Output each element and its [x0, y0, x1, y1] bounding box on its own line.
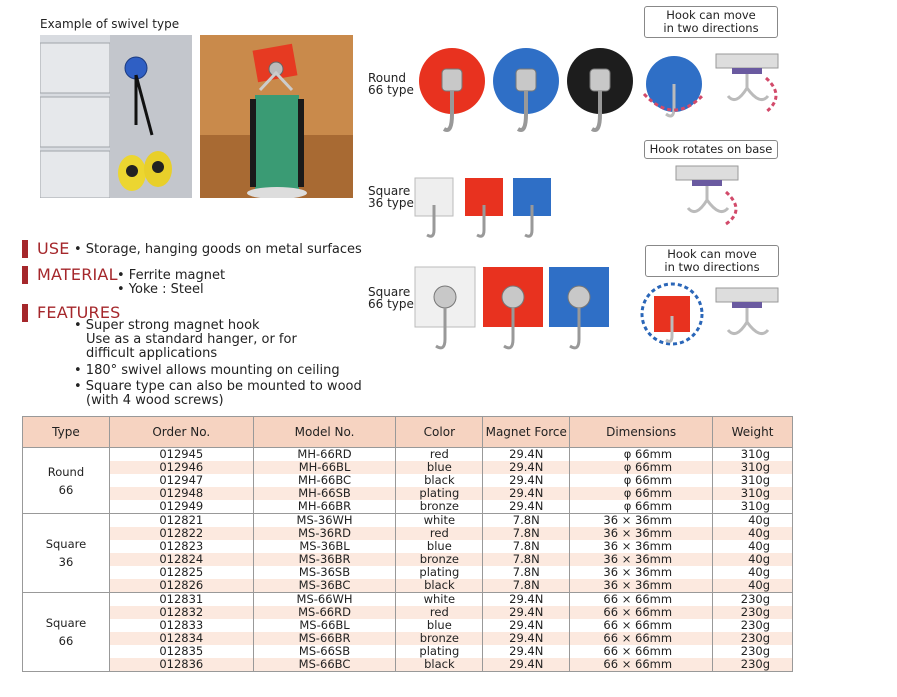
- round-black-magnet: [567, 48, 633, 130]
- color-cell: white: [396, 514, 483, 528]
- magnet-force-cell: 7.8N: [483, 566, 570, 579]
- features-line-2: Use as a standard hanger, or for: [86, 332, 297, 347]
- model-no-cell: MS-66BL: [253, 619, 396, 632]
- table-row: [23, 553, 793, 566]
- magnet-force-cell: 29.4N: [483, 474, 570, 487]
- weight-cell: 310g: [713, 448, 793, 462]
- model-no-cell: MS-36SB: [253, 566, 396, 579]
- table-row: [23, 645, 793, 658]
- table-row: [23, 527, 793, 540]
- magnet-force-cell: 7.8N: [483, 514, 570, 528]
- color-cell: red: [396, 606, 483, 619]
- order-no-cell: 012949: [109, 500, 253, 514]
- magnet-force-cell: 7.8N: [483, 527, 570, 540]
- model-no-cell: MS-66WH: [253, 593, 396, 607]
- col-order-no: Order No.: [109, 417, 253, 448]
- color-cell: plating: [396, 645, 483, 658]
- table-row: [23, 593, 793, 607]
- color-cell: blue: [396, 461, 483, 474]
- color-cell: black: [396, 579, 483, 593]
- col-magnet-force: Magnet Force: [483, 417, 570, 448]
- dimensions-cell: 36 × 36mm: [570, 540, 713, 553]
- model-no-cell: MS-36BL: [253, 540, 396, 553]
- order-no-cell: 012945: [109, 448, 253, 462]
- drawer-photo: [40, 35, 192, 198]
- weight-cell: 40g: [713, 566, 793, 579]
- magnet-force-cell: 29.4N: [483, 487, 570, 500]
- color-cell: bronze: [396, 553, 483, 566]
- model-no-cell: MS-66BC: [253, 658, 396, 672]
- note-move-two-directions-2: Hook can move in two directions: [645, 245, 779, 277]
- col-model-no: Model No.: [253, 417, 396, 448]
- lantern-photo: [200, 35, 353, 198]
- weight-cell: 310g: [713, 500, 793, 514]
- table-header-row: [23, 417, 793, 448]
- weight-cell: 40g: [713, 540, 793, 553]
- color-cell: blue: [396, 540, 483, 553]
- round-red-magnet: [419, 48, 485, 130]
- magnet-force-cell: 29.4N: [483, 645, 570, 658]
- features-line-4: • 180° swivel allows mounting on ceiling: [74, 363, 340, 378]
- magnet-force-cell: 7.8N: [483, 553, 570, 566]
- square-36-blue-magnet: [513, 178, 551, 236]
- type-cell: [23, 593, 110, 672]
- magnet-force-cell: 29.4N: [483, 461, 570, 474]
- table-row: [23, 619, 793, 632]
- order-no-cell: 012948: [109, 487, 253, 500]
- magnet-force-cell: 7.8N: [483, 579, 570, 593]
- dimensions-cell: φ 66mm: [570, 461, 713, 474]
- color-cell: blue: [396, 619, 483, 632]
- magnet-force-cell: 29.4N: [483, 500, 570, 514]
- type-cell-line: 36: [58, 555, 74, 569]
- model-no-cell: MS-66SB: [253, 645, 396, 658]
- table-row: [23, 579, 793, 593]
- features-marker: [22, 304, 28, 322]
- order-no-cell: 012835: [109, 645, 253, 658]
- magnet-force-cell: 29.4N: [483, 632, 570, 645]
- model-no-cell: MS-36BC: [253, 579, 396, 593]
- square-36-white-magnet: [415, 178, 453, 236]
- dimensions-cell: 66 × 66mm: [570, 658, 713, 672]
- round-66-label: Round 66 type: [368, 71, 414, 97]
- spec-table: [22, 416, 793, 672]
- magnet-force-cell: 29.4N: [483, 448, 570, 462]
- square-hook-movement-diagram: [632, 282, 792, 350]
- magnet-force-cell: 29.4N: [483, 593, 570, 607]
- features-title: FEATURES: [37, 303, 121, 322]
- dimensions-cell: 66 × 66mm: [570, 606, 713, 619]
- table-row: [23, 461, 793, 474]
- photo-caption: Example of swivel type: [40, 17, 180, 31]
- lantern-illustration: [200, 35, 353, 198]
- model-no-cell: MH-66BR: [253, 500, 396, 514]
- color-cell: red: [396, 527, 483, 540]
- features-line-3: difficult applications: [86, 346, 218, 361]
- color-cell: plating: [396, 566, 483, 579]
- order-no-cell: 012822: [109, 527, 253, 540]
- model-no-cell: MS-66BR: [253, 632, 396, 645]
- color-cell: red: [396, 448, 483, 462]
- square-66-blue-magnet: [549, 267, 609, 348]
- drawer-illustration: [40, 35, 192, 198]
- dimensions-cell: 66 × 66mm: [570, 645, 713, 658]
- weight-cell: 310g: [713, 487, 793, 500]
- order-no-cell: 012832: [109, 606, 253, 619]
- color-cell: bronze: [396, 500, 483, 514]
- weight-cell: 230g: [713, 632, 793, 645]
- model-no-cell: MS-36WH: [253, 514, 396, 528]
- type-cell-line: Square: [45, 537, 87, 551]
- order-no-cell: 012834: [109, 632, 253, 645]
- dimensions-cell: φ 66mm: [570, 487, 713, 500]
- features-line-5: • Square type can also be mounted to wood: [74, 379, 362, 394]
- table-row: [23, 487, 793, 500]
- use-marker: [22, 240, 28, 258]
- model-no-cell: MH-66BL: [253, 461, 396, 474]
- weight-cell: 230g: [713, 606, 793, 619]
- weight-cell: 40g: [713, 553, 793, 566]
- color-cell: black: [396, 474, 483, 487]
- type-cell: [23, 514, 110, 593]
- square-66-label: Square 66 type: [368, 285, 414, 311]
- dimensions-cell: 66 × 66mm: [570, 632, 713, 645]
- dimensions-cell: 36 × 36mm: [570, 527, 713, 540]
- use-title: USE: [37, 239, 70, 258]
- order-no-cell: 012946: [109, 461, 253, 474]
- table-row: [23, 514, 793, 528]
- type-cell-line: Square: [45, 616, 87, 630]
- square-66-white-magnet: [415, 267, 475, 348]
- model-no-cell: MH-66SB: [253, 487, 396, 500]
- weight-cell: 230g: [713, 658, 793, 672]
- dimensions-cell: 36 × 36mm: [570, 514, 713, 528]
- weight-cell: 40g: [713, 579, 793, 593]
- table-row: [23, 448, 793, 462]
- round-blue-magnet: [493, 48, 559, 130]
- table-row: [23, 540, 793, 553]
- table-row: [23, 632, 793, 645]
- order-no-cell: 012826: [109, 579, 253, 593]
- dimensions-cell: 66 × 66mm: [570, 593, 713, 607]
- col-dimensions: Dimensions: [570, 417, 713, 448]
- type-cell: [23, 448, 110, 514]
- weight-cell: 40g: [713, 514, 793, 528]
- color-cell: plating: [396, 487, 483, 500]
- dimensions-cell: 36 × 36mm: [570, 566, 713, 579]
- square-36-red-magnet: [465, 178, 503, 236]
- weight-cell: 230g: [713, 645, 793, 658]
- dimensions-cell: 66 × 66mm: [570, 619, 713, 632]
- table-row: [23, 566, 793, 579]
- model-no-cell: MS-36BR: [253, 553, 396, 566]
- note-rotates-on-base: Hook rotates on base: [644, 140, 778, 159]
- type-cell-line: Round: [47, 464, 85, 479]
- round-magnets-image: [410, 44, 640, 144]
- color-cell: bronze: [396, 632, 483, 645]
- material-marker: [22, 266, 28, 284]
- order-no-cell: 012821: [109, 514, 253, 528]
- model-no-cell: MH-66BC: [253, 474, 396, 487]
- model-no-cell: MH-66RD: [253, 448, 396, 462]
- order-no-cell: 012824: [109, 553, 253, 566]
- square-36-label: Square 36 type: [368, 184, 414, 210]
- square-66-magnets-image: [412, 264, 612, 354]
- color-cell: white: [396, 593, 483, 607]
- material-title: MATERIAL: [37, 265, 118, 284]
- order-no-cell: 012836: [109, 658, 253, 672]
- dimensions-cell: φ 66mm: [570, 448, 713, 462]
- weight-cell: 310g: [713, 474, 793, 487]
- type-cell-line: 66: [58, 482, 74, 497]
- order-no-cell: 012831: [109, 593, 253, 607]
- order-no-cell: 012947: [109, 474, 253, 487]
- color-cell: black: [396, 658, 483, 672]
- weight-cell: 230g: [713, 619, 793, 632]
- order-no-cell: 012825: [109, 566, 253, 579]
- order-no-cell: 012823: [109, 540, 253, 553]
- table-row: [23, 474, 793, 487]
- table-row: [23, 500, 793, 514]
- col-type: Type: [23, 417, 110, 448]
- square-66-red-magnet: [483, 267, 543, 348]
- features-line-1: • Super strong magnet hook: [74, 318, 260, 333]
- table-body: [23, 448, 793, 672]
- table-row: [23, 658, 793, 672]
- magnet-force-cell: 29.4N: [483, 619, 570, 632]
- col-weight: Weight: [713, 417, 793, 448]
- order-no-cell: 012833: [109, 619, 253, 632]
- square-36-magnets-image: [412, 175, 562, 245]
- weight-cell: 40g: [713, 527, 793, 540]
- note-move-two-directions: Hook can move in two directions: [644, 6, 778, 38]
- hook-movement-diagram: [636, 48, 796, 128]
- dimensions-cell: 36 × 36mm: [570, 579, 713, 593]
- material-line-1: • Ferrite magnet: [117, 268, 226, 283]
- magnet-force-cell: 29.4N: [483, 606, 570, 619]
- weight-cell: 310g: [713, 461, 793, 474]
- dimensions-cell: φ 66mm: [570, 500, 713, 514]
- magnet-force-cell: 7.8N: [483, 540, 570, 553]
- model-no-cell: MS-36RD: [253, 527, 396, 540]
- features-line-6: (with 4 wood screws): [86, 393, 224, 408]
- col-color: Color: [396, 417, 483, 448]
- use-text: • Storage, hanging goods on metal surfaces: [74, 242, 362, 257]
- table-row: [23, 606, 793, 619]
- hook-rotation-diagram: [670, 162, 770, 230]
- type-cell-line: 66: [58, 634, 74, 648]
- weight-cell: 230g: [713, 593, 793, 607]
- dimensions-cell: 36 × 36mm: [570, 553, 713, 566]
- magnet-force-cell: 29.4N: [483, 658, 570, 672]
- model-no-cell: MS-66RD: [253, 606, 396, 619]
- dimensions-cell: φ 66mm: [570, 474, 713, 487]
- material-line-2: • Yoke : Steel: [117, 282, 204, 297]
